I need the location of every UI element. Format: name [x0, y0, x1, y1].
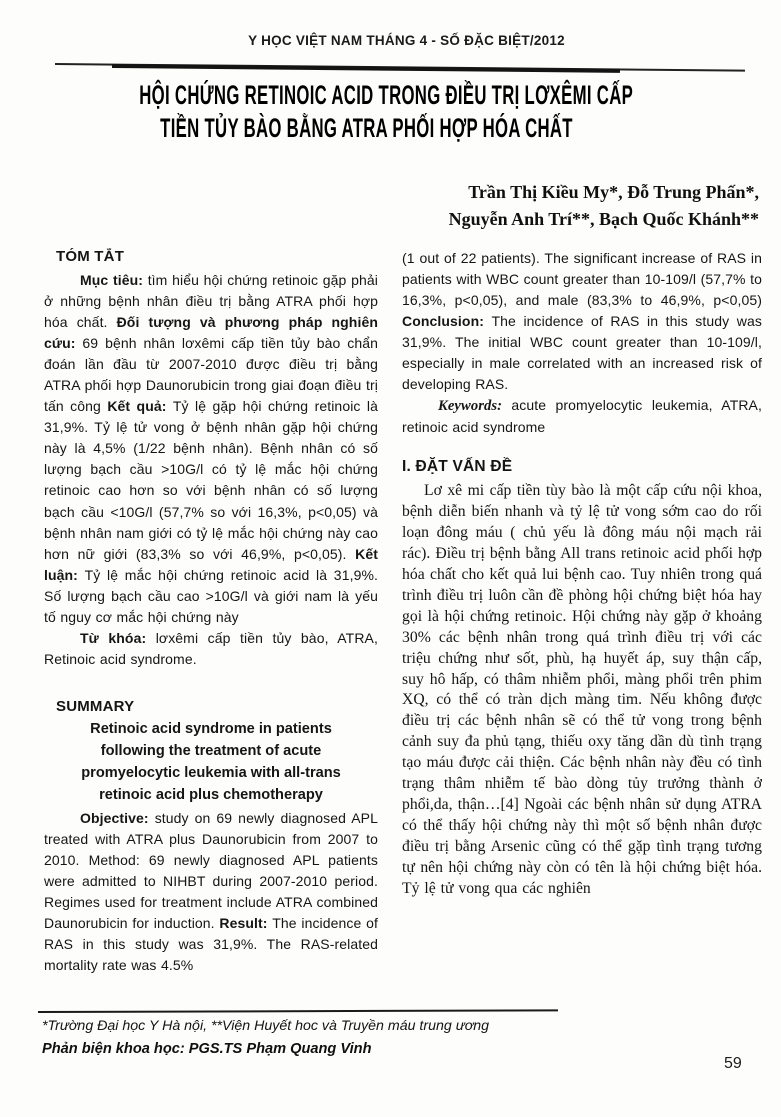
right-column — [402, 248, 762, 1020]
authors-line2: Nguyễn Anh Trí**, Bạch Quốc Khánh** — [448, 209, 759, 229]
abstract-continuation-paragraph: (1 out of 22 patients). The significant increase of RAS in patients with WBC count greater than 10-109/l (57,7% to 16,3%, p<0,05), and male (83,3% to 46,9%, p<0,05) Conclusion: The incidence of RAS in this study was 31,9%. The initial WBC count greater than 10-109/l, especially in male correlated with an increased risk of developing RAS. — [402, 250, 762, 393]
authors — [449, 179, 759, 233]
summary-title: Retinoic acid syndrome in patients following the treatment of acute promyelocytic leukemia with all-trans retinoic acid plus chemotherapy — [81, 720, 341, 803]
article-title-line1: HỘI CHỨNG RETINOIC ACID TRONG ĐIỀU TRỊ LƠXÊMI CẤP — [139, 80, 634, 110]
keywords-en-paragraph: Keywords: acute promyelocytic leukemia, ATRA, retinoic acid syndrome — [402, 397, 762, 436]
article-title — [0, 79, 733, 145]
reviewer-note: Phản biện khoa học: PGS.TS Phạm Quang Vinh — [42, 1041, 372, 1057]
page-number: 59 — [724, 1055, 742, 1072]
section-1-paragraph: Lơ xê mi cấp tiền tùy bào là một cấp cứu nội khoa, bệnh diễn biến nhanh và tỷ lệ tử vong sớm cao do rối loạn đông máu ( chủ yếu là đông máu nội mạch rải rác). Điều trị bệnh bằng All trans retinoic acid phối hợp hóa chất cho kết quả lui bệnh cao. Tuy nhiên trong quá trình điều trị luôn cần đề phòng hội chứng biệt hóa hay gọi là hội chứng retinoic. Hội chứng này gặp ở khoảng 30% các bệnh nhân trong quá trình điều trị với các triệu chứng như sốt, phù, hạ huyết áp, suy thận cấp, suy hô hấp, có thâm nhiễm phổi, màng phổi trên phim XQ, có thể có tràn dịch màng tim. Nếu không được điều trị các bệnh nhân sẽ có thể tử vong trong bệnh cảnh suy đa phủ tạng, thiếu oxy tăng dần dù tình trạng tạo máu được cải thiện. Các bệnh nhân này đều có tình trạng thâm nhiễm tế bào dòng tủy trưởng thành ở phổi,da, thận…[4] Ngoài các bệnh nhân sử dụng ATRA có thể thấy hội chứng này thì một số bệnh nhân được điều trị bằng Arsenic cũng có thể gặp tình trạng tương tự nên hội chứng này còn có tên là hội chứng biệt hóa. Tỷ lệ tử vong qua các nghiên — [402, 482, 762, 897]
abstract-paragraph: Mục tiêu: tìm hiểu hội chứng retinoic gặp phải ở những bệnh nhân điều trị bằng ATRA phối hợp hóa chất. Đối tượng và phương pháp nghiên cứu: 69 bệnh nhân lơxêmi cấp tiền tủy bào chẩn đoán lần đầu từ 2007-2010 được điều trị bằng ATRA phối hợp Daunorubicin trong giai đoạn điều trị tấn công Kết quả: Tỷ lệ gặp hội chứng retinoic là 31,9%. Tỷ lệ tử vong ở bệnh nhân gặp hội chứng này là 4,5% (1/22 bệnh nhân). Bệnh nhân có số lượng bạch cầu >10G/l có tỷ lệ mắc hội chứng retinoic cao hơn so với bệnh nhân có số lượng bạch cầu <10G/l (57,7% so với 16,3%, p<0,05) và bệnh nhân nam giới có tỷ lệ mắc hội chứng này cao hơn nữ giới (83,3% so với 46,9%, p<0,05). Kết luận: Tỷ lệ mắc hội chứng retinoic acid là 31,9%. Số lượng bạch cầu cao >10G/l và giới nam là yếu tố nguy cơ mắc hội chứng này — [44, 272, 378, 625]
abstract-heading: TÓM TẮT — [56, 248, 125, 265]
affiliation-note: *Trường Đại học Y Hà nội, **Viện Huyết hoc và Truyền máu trung ương — [42, 1018, 490, 1034]
keywords-vi-paragraph: Từ khóa: lơxêmi cấp tiền tủy bào, ATRA, Retinoic acid syndrome. — [44, 629, 378, 667]
authors-line1: Trần Thị Kiều My*, Đỗ Trung Phấn*, — [468, 182, 759, 202]
summary-heading: SUMMARY — [56, 697, 135, 715]
article-title-line2: TIỀN TỦY BÀO BẰNG ATRA PHỐI HỢP HÓA CHẤT — [160, 113, 573, 143]
summary-paragraph: Objective: study on 69 newly diagnosed APL treated with ATRA plus Daunorubicin from 2007 to 2010. Method: 69 newly diagnosed APL patients were admitted to NIHBT during 2007-2010 period. Regimes used for treatment include ATRA combined Daunorubicin for induction. Result: The incidence of RAS in this study was 31,9%. The RAS-related mortality rate was 4.5% — [44, 809, 378, 974]
journal-header: Y HỌC VIỆT NAM THÁNG 4 - SỐ ĐẶC BIỆT/2012 — [248, 33, 565, 48]
left-column — [44, 248, 378, 1020]
section-1-heading: I. ĐẶT VẤN ĐỀ — [402, 458, 513, 476]
